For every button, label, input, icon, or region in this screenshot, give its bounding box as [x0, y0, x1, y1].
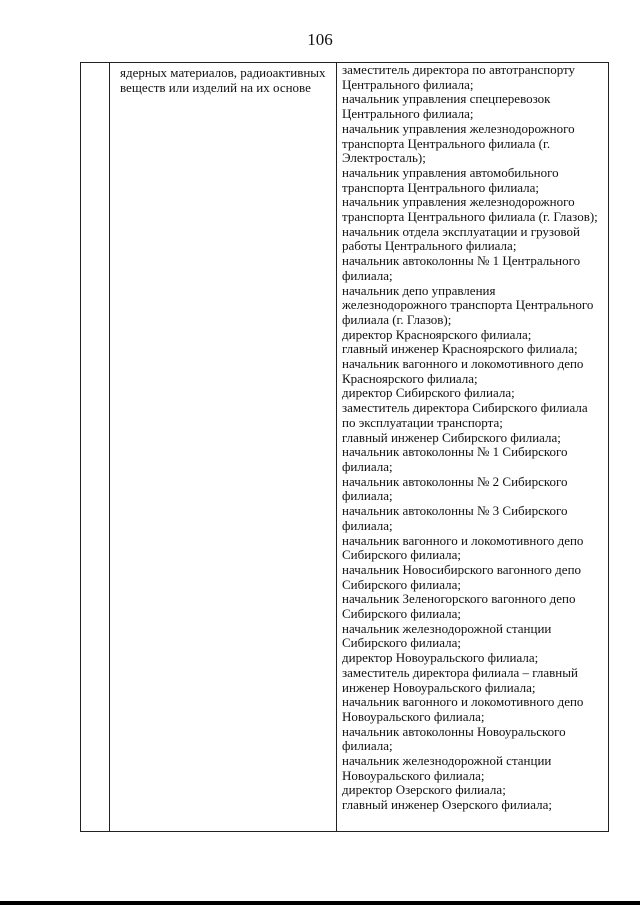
scan-edge-bar [0, 901, 640, 905]
list-item: главный инженер Сибирского филиала; [342, 429, 561, 445]
list-item: начальник автоколонны № 1 Центрального филиала; [342, 253, 581, 283]
list-item: директор Красноярского филиала; [342, 326, 532, 342]
category-text: ядерных материалов, радиоактивных веществ или изделий на их основе [120, 65, 326, 95]
positions-cell [337, 63, 609, 832]
list-item: начальник вагонного и локомотивного депо Новоуральского филиала; [342, 694, 584, 724]
row-number-cell [81, 63, 110, 832]
list-item: заместитель директора Сибирского филиала по эксплуатации транспорта; [342, 400, 588, 430]
document-table [80, 62, 609, 832]
table-row [81, 63, 609, 832]
list-item: начальник автоколонны № 3 Сибирского филиала; [342, 503, 568, 533]
list-item: начальник автоколонны № 2 Сибирского филиала; [342, 473, 568, 504]
positions-list [337, 63, 608, 813]
list-item: директор Озерского филиала; [342, 782, 506, 798]
list-item: главный инженер Красноярского филиала; [342, 341, 578, 357]
list-item: заместитель директора филиала – главный инженер Новоуральского филиала; [342, 664, 578, 695]
list-item: начальник железнодорожной станции Сибирского филиала; [342, 620, 552, 651]
page-number: 106 [307, 30, 333, 49]
list-item: начальник Новосибирского вагонного депо Сибирского филиала; [342, 561, 582, 592]
list-item: начальник автоколонны Новоуральского филиала; [342, 723, 566, 754]
list-item: начальник управления железнодорожного транспорта Центрального филиала (г. Глазов); [342, 194, 598, 225]
list-item: главный инженер Озерского филиала; [342, 797, 552, 813]
list-item: начальник железнодорожной станции Новоуральского филиала; [342, 753, 552, 783]
list-item: начальник управления спецперевозок Центрального филиала; [342, 91, 551, 122]
list-item: начальник отдела эксплуатации и грузовой работы Центрального филиала; [342, 223, 580, 254]
list-item: заместитель директора по автотранспорту Центрального филиала; [342, 62, 576, 92]
list-item: директор Новоуральского филиала; [342, 650, 539, 666]
list-item: начальник Зеленогорского вагонного депо Сибирского филиала; [342, 591, 576, 622]
list-item: начальник управления автомобильного транспорта Центрального филиала; [342, 164, 559, 195]
list-item: директор Сибирского филиала; [342, 385, 515, 401]
list-item: начальник вагонного и локомотивного депо Сибирского филиала; [342, 532, 584, 563]
list-item: начальник управления железнодорожного транспорта Центрального филиала (г. Электросталь); [342, 120, 575, 166]
category-cell [110, 63, 337, 832]
list-item: начальник автоколонны № 1 Сибирского филиала; [342, 444, 568, 474]
list-item: начальник депо управления железнодорожного транспорта Центрального филиала (г. Глазов); [342, 282, 594, 327]
list-item: начальник вагонного и локомотивного депо Красноярского филиала; [342, 356, 584, 386]
